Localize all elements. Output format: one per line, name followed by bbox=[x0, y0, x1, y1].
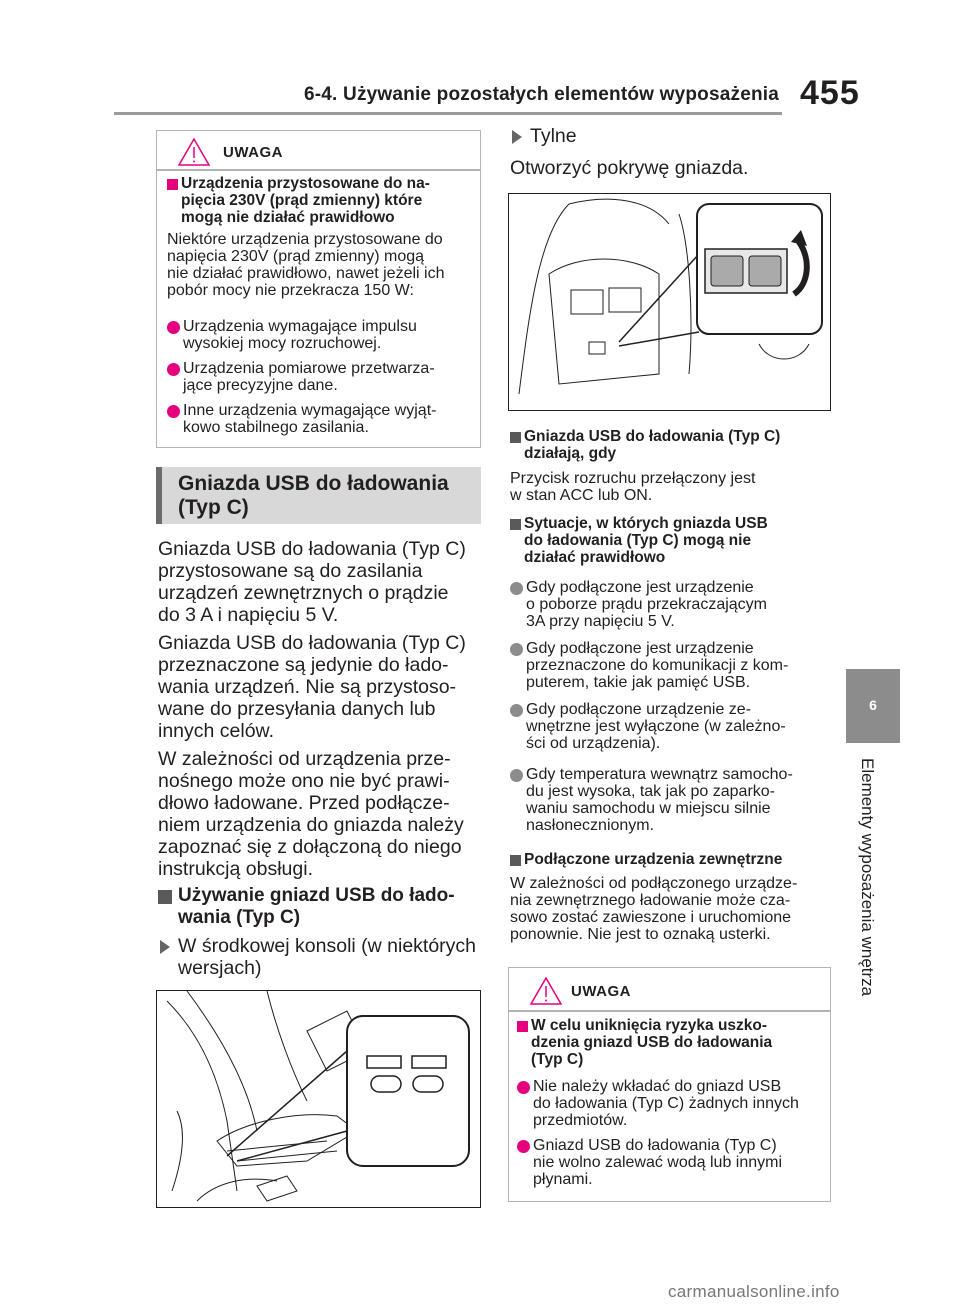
watermark: carmanualsonline.info bbox=[668, 1282, 840, 1301]
warning-title: UWAGA bbox=[223, 144, 283, 161]
figure-center-console-usb bbox=[156, 990, 481, 1208]
section-title: Gniazda USB do ładowania (Typ C) bbox=[178, 472, 449, 519]
subheading: Używanie gniazd USB do łado- wania (Typ C) bbox=[178, 885, 455, 928]
warning-item: Urządzenia wymagające impulsu wysokiej mocy rozruchowej. bbox=[183, 318, 417, 352]
square-bullet-icon bbox=[158, 890, 172, 904]
warning-divider bbox=[157, 169, 480, 171]
header-title: 6-4. Używanie pozostałych elementów wyposażenia bbox=[304, 84, 780, 105]
warning-divider bbox=[509, 1010, 830, 1012]
console-illustration bbox=[157, 991, 481, 1208]
paragraph-2: Gniazda USB do ładowania (Typ C) przeznaczone są jedynie do łado- wania urządzeń. Nie są przystoso- wane do przesyłania danych lub innych celów. bbox=[158, 632, 466, 742]
square-bullet-icon bbox=[510, 432, 521, 443]
gray-bullet-icon bbox=[510, 769, 523, 782]
header-divider bbox=[114, 112, 782, 115]
block-2-item: Gdy temperatura wewnątrz samocho- du jest wysoka, tak jak po zaparko- waniu samochodu w miejscu silnie nasłonecznionym. bbox=[526, 766, 793, 834]
rear-instruction: Otworzyć pokrywę gniazda. bbox=[510, 157, 749, 179]
chapter-tab bbox=[846, 669, 900, 743]
square-bullet-icon bbox=[510, 855, 521, 866]
pink-square-icon bbox=[517, 1021, 528, 1032]
paragraph-3: W zależności od urządzenia prze- nośnego może ono nie być prawi- dłowo ładowane. Przed podłącze- niem urządzenia do gniazda należy zapoznać się z dołączoną do niego instrukcją obsługi. bbox=[158, 748, 464, 880]
warning-box-1 bbox=[156, 130, 481, 448]
gray-bullet-icon bbox=[510, 582, 523, 595]
pink-bullet-icon bbox=[167, 321, 180, 334]
warning-intro: Niektóre urządzenia przystosowane do napięcia 230V (prąd zmienny) mogą nie działać prawidłowo, nawet jeżeli ich pobór mocy nie przekracza 150 W: bbox=[167, 231, 445, 299]
block-2-heading: Sytuacje, w których gniazda USB do ładowania (Typ C) mogą nie działać prawidłowo bbox=[524, 515, 768, 566]
warning-item: Nie należy wkładać do gniazd USB do ładowania (Typ C) żadnych innych przedmiotów. bbox=[533, 1078, 799, 1129]
warning-item: Urządzenia pomiarowe przetwarza- jące precyzyjne dane. bbox=[183, 360, 435, 394]
triangle-bullet-icon bbox=[160, 940, 170, 954]
paragraph-1: Gniazda USB do ładowania (Typ C) przystosowane są do zasilania urządzeń zewnętrznych o prądzie do 3 A i napięciu 5 V. bbox=[158, 538, 466, 626]
chapter-number: 6 bbox=[869, 697, 877, 713]
figure-rear-usb bbox=[508, 193, 831, 411]
block-2-item: Gdy podłączone urządzenie ze- wnętrzne jest wyłączone (w zależno- ści od urządzenia). bbox=[526, 701, 786, 752]
warning-item: Gniazd USB do ładowania (Typ C) nie wolno zalewać wodą lub innymi płynami. bbox=[533, 1137, 783, 1188]
block-3-heading: Podłączone urządzenia zewnętrzne bbox=[524, 851, 783, 868]
gray-bullet-icon bbox=[510, 643, 523, 656]
warning-triangle-icon bbox=[529, 976, 563, 1006]
square-bullet-icon bbox=[510, 519, 521, 530]
block-1-heading: Gniazda USB do ładowania (Typ C) działają, gdy bbox=[524, 428, 781, 462]
page-number: 455 bbox=[800, 74, 860, 112]
rear-bullet: Tylne bbox=[530, 125, 577, 147]
block-2-item: Gdy podłączone jest urządzenie przeznaczone do komunikacji z kom- puterem, takie jak pamięć USB. bbox=[526, 640, 789, 691]
rear-console-illustration bbox=[509, 194, 831, 411]
section-title-band bbox=[156, 467, 481, 524]
warning-heading: W celu uniknięcia ryzyka uszko- dzenia gniazd USB do ładowania (Typ C) bbox=[531, 1017, 773, 1068]
warning-item: Inne urządzenia wymagające wyjąt- kowo stabilnego zasilania. bbox=[183, 402, 437, 436]
warning-title: UWAGA bbox=[571, 983, 631, 1000]
chapter-title: Elementy wyposażenia wnętrza bbox=[858, 758, 877, 997]
block-1-text: Przycisk rozruchu przełączony jest w stan ACC lub ON. bbox=[510, 470, 756, 504]
pink-bullet-icon bbox=[167, 405, 180, 418]
warning-triangle-icon bbox=[177, 137, 211, 167]
warning-heading: Urządzenia przystosowane do na- pięcia 230V (prąd zmienny) które mogą nie działać prawidłowo bbox=[181, 175, 430, 226]
triangle-bullet-icon bbox=[512, 130, 522, 144]
block-2-item: Gdy podłączone jest urządzenie o poborze prądu przekraczającym 3A przy napięciu 5 V. bbox=[526, 579, 768, 630]
pink-bullet-icon bbox=[167, 363, 180, 376]
pink-bullet-icon bbox=[517, 1081, 530, 1094]
pink-bullet-icon bbox=[517, 1140, 530, 1153]
gray-bullet-icon bbox=[510, 704, 523, 717]
pink-square-icon bbox=[167, 179, 178, 190]
block-3-text: W zależności od podłączonego urządze- nia zewnętrznego ładowanie może cza- sowo zostać zawieszone i uruchomione ponownie. Nie jest to oznaką usterki. bbox=[510, 875, 798, 943]
front-console-bullet: W środkowej konsoli (w niektórych wersjach) bbox=[178, 935, 477, 979]
warning-box-2 bbox=[508, 967, 831, 1202]
